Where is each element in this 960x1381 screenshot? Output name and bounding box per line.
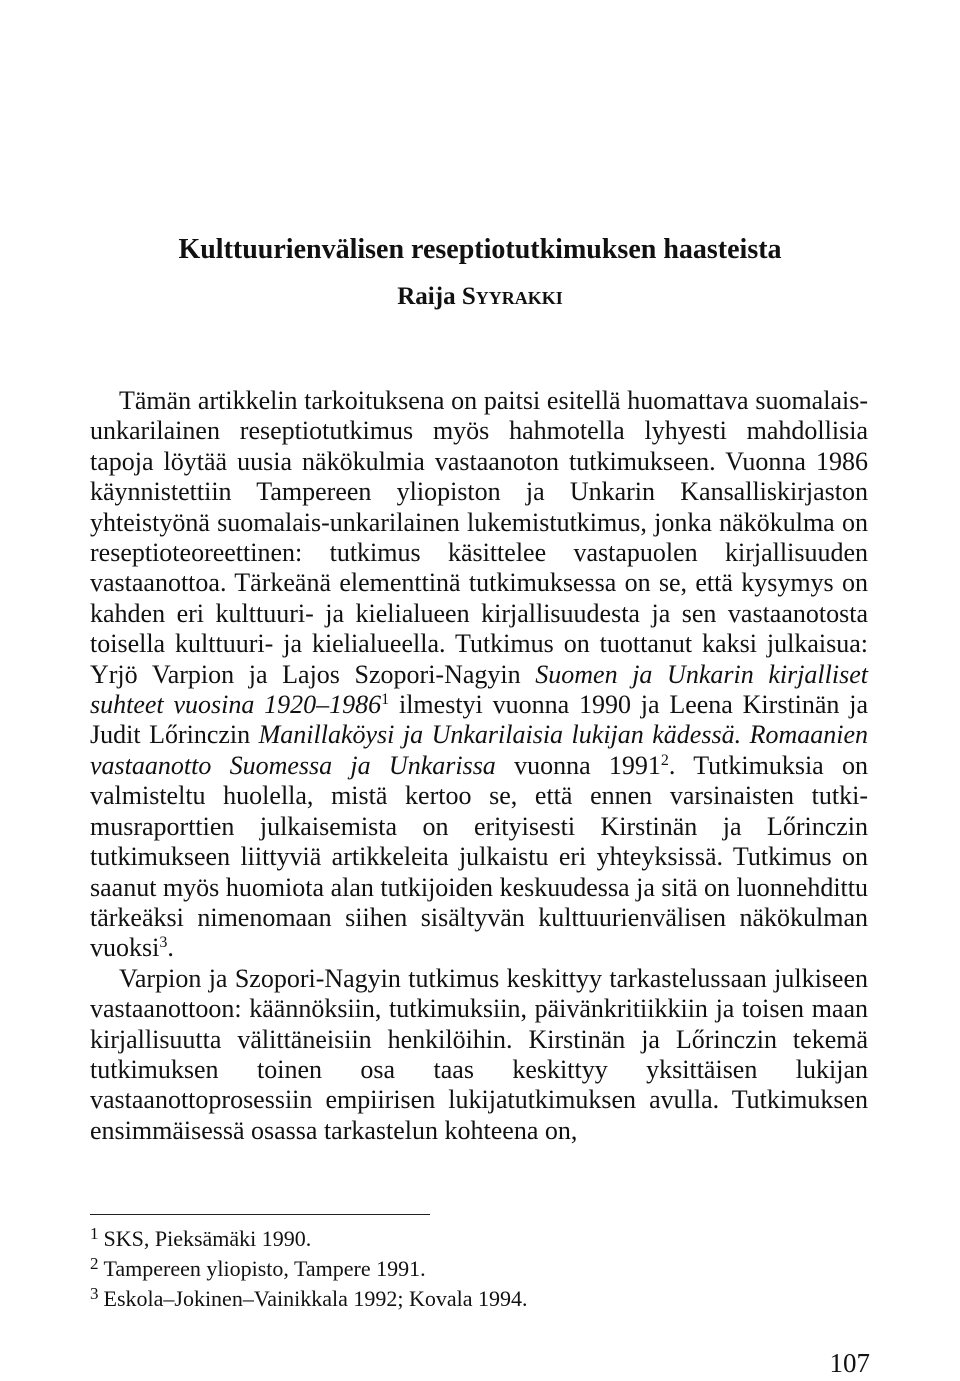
footnote-reference: 3 bbox=[159, 934, 168, 952]
footnote-3 bbox=[90, 1284, 790, 1314]
footnotes bbox=[90, 1224, 790, 1314]
paragraph-text: . bbox=[167, 933, 174, 963]
footnote-2 bbox=[90, 1254, 790, 1284]
paragraph-text: Varpion ja Szopori-Nagyin tutkimus keskittyy tarkastelussaan julkiseen vastaanottoon: käännöksiin, tutkimuksiin, päivänkritiikkiin ja toisen maan kirjallisuutta välittäneisiin henkilöihin. Kirstinän ja Lőrinczin tekemä tutkimuksen toinen osa taas keskittyy yksittäisen lukijan vastaanottoprosessiin empiirisen lukijatutkimuksen avulla. Tutkimuksen ensimmäisessä osassa tarkastelun kohteena on, bbox=[90, 963, 868, 1145]
footnote-number: 3 bbox=[90, 1284, 99, 1303]
italic-title-text: Suomen ja Unkarin kirjalliset suhteet vuosina 1920–1986 bbox=[90, 659, 868, 720]
author-name bbox=[90, 281, 870, 313]
footnote-number: 2 bbox=[90, 1254, 99, 1273]
paragraph bbox=[90, 386, 868, 964]
body-text bbox=[90, 386, 868, 1146]
footnote-divider bbox=[90, 1214, 430, 1215]
paragraph bbox=[90, 964, 868, 1146]
footnote-reference: 1 bbox=[381, 691, 390, 709]
footnote-number: 1 bbox=[90, 1224, 99, 1243]
paragraph-text: vuonna 1991 bbox=[495, 750, 661, 780]
footnote-1 bbox=[90, 1224, 790, 1254]
article-title: Kulttuurienvälisen reseptiotutkimuksen haasteista bbox=[178, 234, 782, 265]
footnote-text: SKS, Pieksämäki 1990. bbox=[103, 1226, 312, 1251]
paragraph-text: Tämän artikkelin tarkoituksena on paitsi esitellä huomattava suomalais-unkarilainen reseptiotutkimus myös hahmotella lyhyesti mahdollisia tapoja löytää uusia näkökulmia vastaanoton tutkimukseen. Vuonna 1986 käynnistettiin Tampereen yliopiston ja Unkarin Kansalliskirjaston yhteistyönä suomalais-unkarilainen lukemistutkimus, jonka näkökulma on reseptioteoreettinen: tutkimus käsittelee vastapuolen kirjallisuuden vastaanottoa. Tärkeänä elementtinä tutkimuksessa on se, että kysymys on kahden eri kulttuuri- ja kielialueen kirjallisuudesta ja sen vastaanotosta toisella kulttuuri- ja kielialueella. Tutkimus on tuottanut kaksi julkaisua: Yrjö Varpion ja Lajos Szopori-Nagyin bbox=[90, 386, 868, 689]
author-last-name: Syyrakki bbox=[461, 283, 563, 310]
footnote-text: Tampereen yliopisto, Tampere 1991. bbox=[103, 1256, 426, 1281]
footnote-text: Eskola–Jokinen–Vainikkala 1992; Kovala 1994. bbox=[103, 1286, 528, 1311]
italic-title-text: Manillaköysi ja Unkarilaisia lukijan kädessä. Romaanien vastaanotto Suomessa ja Unkarissa bbox=[90, 720, 869, 780]
footnote-reference: 2 bbox=[660, 751, 669, 769]
author-first-name: Raija bbox=[397, 283, 456, 310]
paragraph-text: ilmestyi vuonna 1990 ja Leena Kirstinän ja Judit Lőrinczin bbox=[90, 690, 869, 750]
page-number: 107 bbox=[829, 1348, 870, 1378]
paragraph-text: . Tutkimuksia on valmisteltu huolella, mistä kertoo se, että ennen varsinaisten tutkimusraporttien julkaisemista on erityisesti Kirstinän ja Lőrinczin tutkimukseen liittyviä artikkeleita julkaistu eri yhteyksissä. Tutkimus on saanut myös huomiota alan tutkijoiden keskuudessa ja sitä on luonnehdittu tärkeäksi nimenomaan siihen sisältyvän kulttuurienvälisen näkökulman vuoksi bbox=[90, 750, 868, 963]
